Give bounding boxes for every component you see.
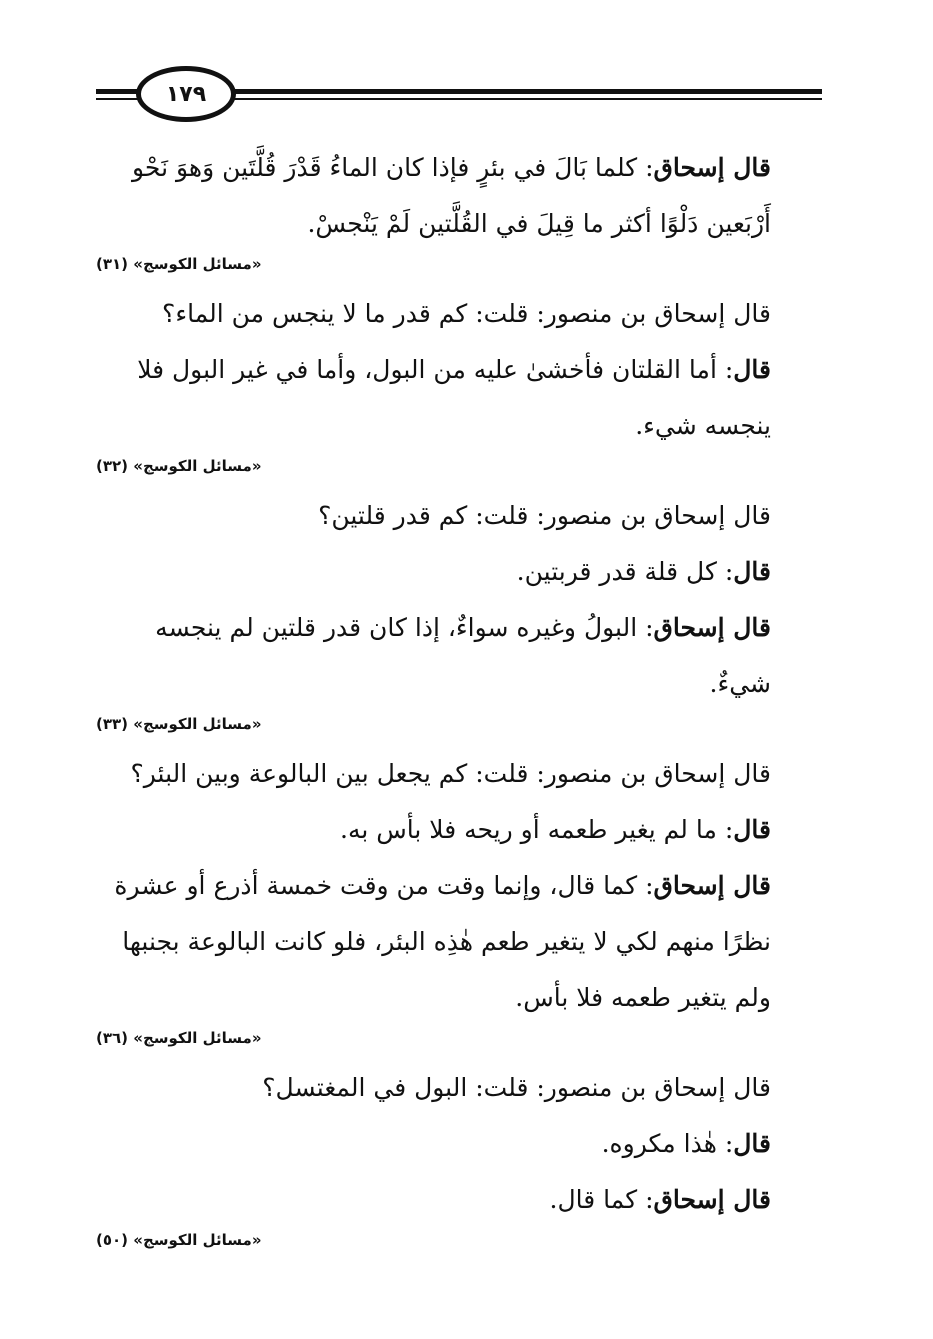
paragraph-text: قال إسحاق بن منصور: قلت: كم قدر قلتين؟ [318, 501, 771, 530]
paragraph-text: : ما لم يغير طعمه أو ريحه فلا بأس به. [340, 815, 734, 844]
paragraph [96, 1172, 771, 1228]
paragraph [96, 858, 771, 1026]
spacer [96, 478, 771, 488]
paragraph-text: : أما القلتان فأخشىٰ عليه من البول، وأما في غير البول فلا ينجسه شيء. [137, 355, 771, 440]
paragraph-text: : البولُ وغيره سواءٌ، إذا كان قدر قلتين لم ينجسه شيءٌ. [155, 613, 771, 698]
paragraph [96, 544, 771, 600]
speaker-label: قال [733, 815, 771, 844]
paragraph [96, 286, 771, 342]
page-number: ١٧٩ [165, 81, 207, 107]
page-header [96, 62, 822, 132]
paragraph [96, 140, 771, 252]
paragraph-text: : كما قال. [549, 1185, 654, 1214]
paragraph [96, 1060, 771, 1116]
source-citation: «مسائل الكوسج» (٣١) [96, 255, 262, 273]
paragraph [96, 600, 771, 712]
page-body [96, 140, 771, 1262]
speaker-label: قال إسحاق [653, 1185, 771, 1214]
paragraph-text: : كلما بَالَ في بئرٍ فإذا كان الماءُ قَدْرَ قُلَّتَين وَهوَ نَحْو أَرْبَعين دَلْوًا أكثر ما قِيلَ في القُلَّتين لَمْ يَنْجسْ. [132, 153, 771, 238]
spacer [96, 1252, 771, 1262]
paragraph [96, 1116, 771, 1172]
paragraph-text: قال إسحاق بن منصور: قلت: البول في المغتسل؟ [262, 1073, 771, 1102]
paragraph [96, 488, 771, 544]
paragraph-text: قال إسحاق بن منصور: قلت: كم يجعل بين البالوعة وبين البئر؟ [130, 759, 771, 788]
speaker-label: قال إسحاق [653, 871, 771, 900]
spacer [96, 736, 771, 746]
speaker-label: قال [733, 557, 771, 586]
paragraph-text: : كل قلة قدر قربتين. [516, 557, 734, 586]
spacer [96, 276, 771, 286]
paragraph [96, 342, 771, 454]
speaker-label: قال [733, 355, 771, 384]
page-number-badge [136, 66, 236, 122]
speaker-label: قال [733, 1129, 771, 1158]
speaker-label: قال إسحاق [653, 613, 771, 642]
speaker-label: قال إسحاق [653, 153, 771, 182]
source-citation: «مسائل الكوسج» (٣٣) [96, 715, 262, 733]
spacer [96, 1050, 771, 1060]
paragraph-text: قال إسحاق بن منصور: قلت: كم قدر ما لا ينجس من الماء؟ [162, 299, 771, 328]
source-citation: «مسائل الكوسج» (٥٠) [96, 1231, 262, 1249]
source-citation: «مسائل الكوسج» (٣٢) [96, 457, 262, 475]
paragraph-text: : هٰذا مكروه. [601, 1129, 734, 1158]
paragraph [96, 802, 771, 858]
source-citation: «مسائل الكوسج» (٣٦) [96, 1029, 262, 1047]
paragraph [96, 746, 771, 802]
paragraph-text: : كما قال، وإنما وقت من وقت خمسة أذرع أو عشرة نظرًا منهم لكي لا يتغير طعم هٰذِه البئر، فلو كانت البالوعة بجنبها ولم يتغير طعمه فلا بأس. [114, 871, 771, 1012]
